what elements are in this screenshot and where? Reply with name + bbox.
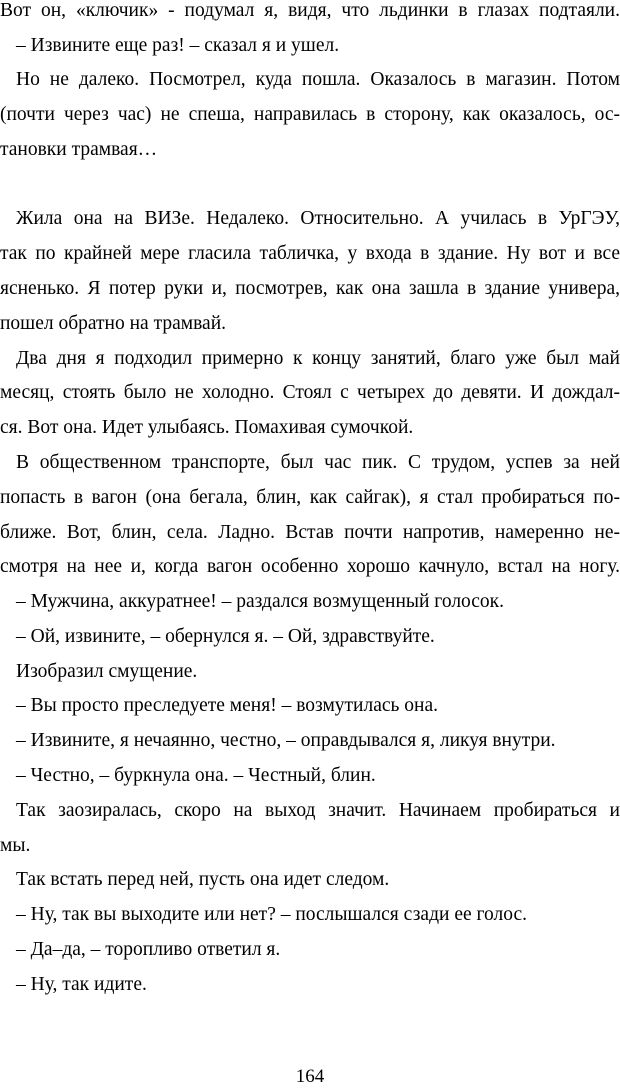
- text-line: тановки трамвая…: [0, 139, 158, 160]
- text-line: Но не далеко. Посмотрел, куда пошла. Оказалось в магазин. Потом: [16, 69, 620, 90]
- text-line: (почти через час) не спеша, направилась в сторону, как оказалось, ос-: [0, 104, 620, 125]
- text-line: – Извините, я нечаянно, честно, – оправдывался я, ликуя внутри.: [16, 730, 556, 751]
- text-line: Так встать перед ней, пусть она идет следом.: [16, 869, 390, 890]
- text-line: попасть в вагон (она бегала, блин, как сайгак), я стал пробираться по-: [0, 487, 620, 508]
- text-line: Жила она на ВИЗе. Недалеко. Относительно. А училась в УрГЭУ,: [16, 208, 620, 229]
- text-line: – Извините еще раз! – сказал я и ушел.: [16, 35, 340, 56]
- text-line: пошел обратно на трамвай.: [0, 313, 227, 334]
- text-line: В общественном транспорте, был час пик. С трудом, успев за ней: [16, 452, 620, 473]
- text-line: мы.: [0, 835, 31, 856]
- text-line: Так заозиралась, скоро на выход значит. Начинаем пробираться и: [16, 800, 620, 821]
- text-line: ближе. Вот, блин, села. Ладно. Встав почти напротив, намеренно не-: [0, 522, 620, 543]
- text-line: смотря на нее и, когда вагон особенно хорошо качнуло, встал на ногу.: [0, 556, 620, 577]
- text-line: – Честно, – буркнула она. – Честный, блин.: [16, 765, 376, 786]
- text-line: так по крайней мере гласила табличка, у входа в здание. Ну вот и все: [0, 243, 620, 264]
- text-line: – Вы просто преследуете меня! – возмутилась она.: [16, 695, 439, 716]
- text-line: – Мужчина, аккуратнее! – раздался возмущенный голосок.: [16, 591, 505, 612]
- page-number: 164: [295, 1066, 325, 1087]
- text-line: Изобразил смущение.: [16, 661, 198, 682]
- text-line: Два дня я подходил примерно к концу занятий, благо уже был май: [16, 348, 620, 369]
- text-line: ясненько. Я потер руки и, посмотрев, как она зашла в здание универа,: [0, 278, 620, 299]
- text-line: – Да–да, – торопливо ответил я.: [16, 939, 281, 960]
- text-line: месяц, стоять было не холодно. Стоял с четырех до девяти. И дождал-: [0, 382, 620, 403]
- text-line: – Ой, извините, – обернулся я. – Ой, здравствуйте.: [16, 626, 435, 647]
- text-line: – Ну, так вы выходите или нет? – послышался сзади ее голос.: [16, 904, 528, 925]
- text-line: – Ну, так идите.: [16, 974, 147, 995]
- text-line: Вот он, «ключик» - подумал я, видя, что льдинки в глазах подтаяли.: [0, 0, 620, 21]
- text-line: ся. Вот она. Идет улыбаясь. Помахивая сумочкой.: [0, 417, 414, 438]
